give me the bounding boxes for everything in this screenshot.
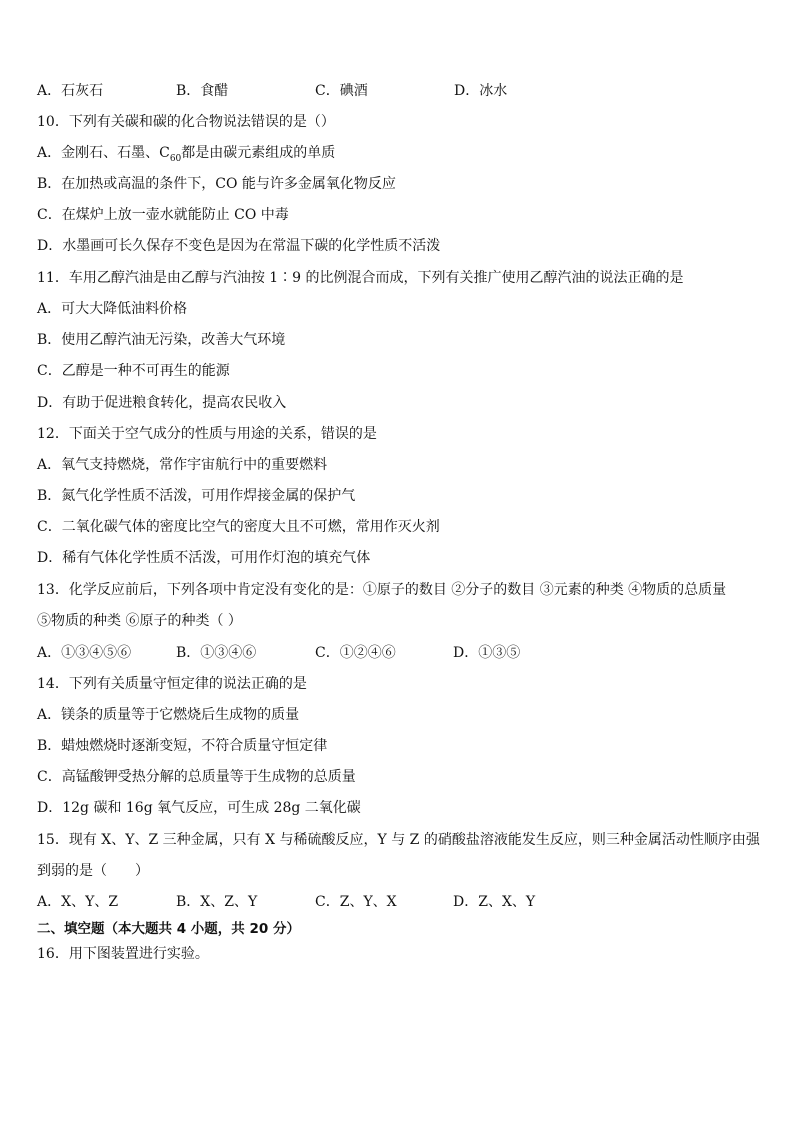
q14-option-a: A．镁条的质量等于它燃烧后生成物的质量 <box>37 707 300 723</box>
q12-option-c: C．二氧化碳气体的密度比空气的密度大且不可燃，常用作灭火剂 <box>37 519 440 535</box>
q15-option-a: A．X、Y、Z <box>37 894 119 910</box>
q14-stem: 14．下列有关质量守恒定律的说法正确的是 <box>37 676 307 692</box>
q9-option-a: A．石灰石 <box>37 83 104 99</box>
q12-stem: 12．下面关于空气成分的性质与用途的关系，错误的是 <box>37 426 377 442</box>
q10-option-a-sub: 60 <box>169 153 182 164</box>
q9-option-d: D．冰水 <box>454 83 508 99</box>
q14-option-c: C．高锰酸钾受热分解的总质量等于生成物的总质量 <box>37 769 356 785</box>
q11-option-d: D．有助于促进粮食转化，提高农民收入 <box>37 395 287 411</box>
q13-option-a: A．①③④⑤⑥ <box>37 645 132 661</box>
q10-option-c: C．在煤炉上放一壶水就能防止 CO 中毒 <box>37 207 289 223</box>
q10-option-a <box>37 143 335 163</box>
q13-option-d: D．①③⑤ <box>453 645 521 661</box>
q12-option-d: D．稀有气体化学性质不活泼，可用作灯泡的填充气体 <box>37 550 371 566</box>
q9-option-c: C．碘酒 <box>315 83 368 99</box>
q13-option-b: B．①③④⑥ <box>176 645 257 661</box>
q13-option-c: C．①②④⑥ <box>315 645 396 661</box>
q9-option-b: B．食醋 <box>176 83 229 99</box>
q14-option-d: D．12g 碳和 16g 氧气反应，可生成 28g 二氧化碳 <box>37 800 361 816</box>
q10-option-a-post: 都是由碳元素组成的单质 <box>181 145 336 161</box>
q13-stem-line1: 13．化学反应前后，下列各项中肯定没有变化的是：①原子的数目 ②分子的数目 ③元素的种类 ④物质的总质量 <box>37 582 727 598</box>
q11-option-b: B．使用乙醇汽油无污染，改善大气环境 <box>37 332 286 348</box>
q16-stem: 16．用下图装置进行实验。 <box>37 946 209 962</box>
q11-option-a: A．可大大降低油料价格 <box>37 301 188 317</box>
q10-option-d: D．水墨画可长久保存不变色是因为在常温下碳的化学性质不活泼 <box>37 238 441 254</box>
q15-option-b: B．X、Z、Y <box>176 894 258 910</box>
q10-option-a-pre: A．金刚石、石墨、C <box>37 145 170 161</box>
q12-option-b: B．氮气化学性质不活泼，可用作焊接金属的保护气 <box>37 488 356 504</box>
q14-option-b: B．蜡烛燃烧时逐渐变短，不符合质量守恒定律 <box>37 738 328 754</box>
q11-stem: 11．车用乙醇汽油是由乙醇与汽油按 1∶9 的比例混合而成，下列有关推广使用乙醇汽油的说法正确的是 <box>37 270 684 286</box>
q11-option-c: C．乙醇是一种不可再生的能源 <box>37 363 230 379</box>
section-2-title: 二、填空题（本大题共 4 小题，共 20 分） <box>37 921 300 937</box>
q10-stem: 10．下列有关碳和碳的化合物说法错误的是（） <box>37 114 335 130</box>
q15-stem-line1: 15．现有 X、Y、Z 三种金属，只有 X 与稀硫酸反应，Y 与 Z 的硝酸盐溶液能发生反应，则三种金属活动性顺序由强 <box>37 832 760 848</box>
q15-option-d: D．Z、X、Y <box>453 894 536 910</box>
q15-stem-line2: 到弱的是（ ） <box>37 863 149 879</box>
q13-stem-line2: ⑤物质的种类 ⑥原子的种类（ ） <box>37 613 242 629</box>
q10-option-b: B．在加热或高温的条件下，CO 能与许多金属氧化物反应 <box>37 176 396 192</box>
q12-option-a: A．氧气支持燃烧，常作宇宙航行中的重要燃料 <box>37 457 328 473</box>
q15-option-c: C．Z、Y、X <box>315 894 397 910</box>
